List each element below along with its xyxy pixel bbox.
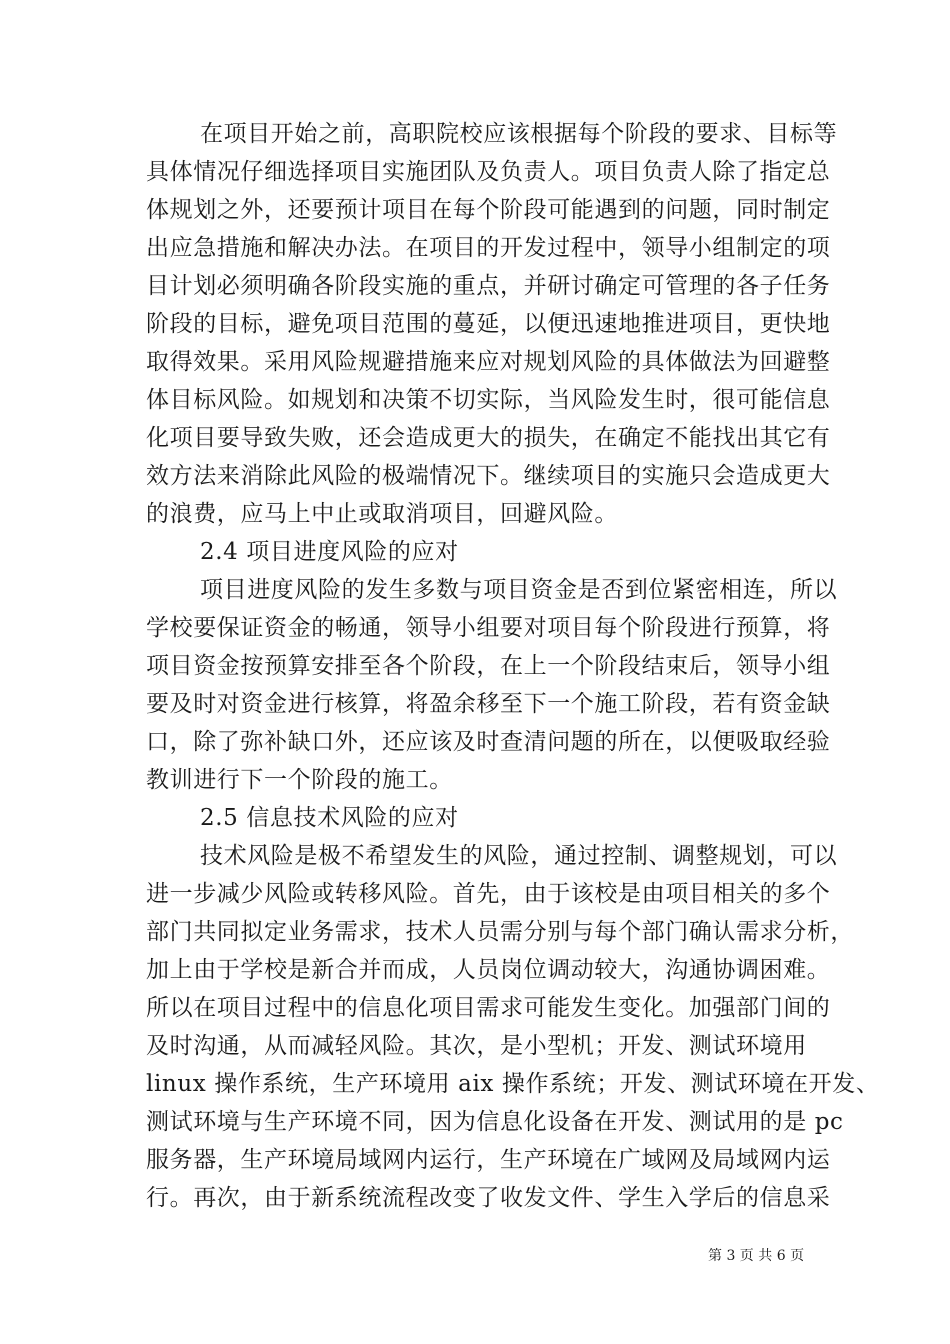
paragraph-2-line-3: 项目资金按预算安排至各个阶段，在上一个阶段结束后，领导小组	[146, 653, 831, 679]
paragraph-1-line-8: 体目标风险。如规划和决策不切实际，当风险发生时，很可能信息	[146, 387, 831, 413]
paragraph-3-line-1: 技术风险是极不希望发生的风险，通过控制、调整规划，可以	[200, 843, 838, 869]
paragraph-3-line-2: 进一步减少风险或转移风险。首先，由于该校是由项目相关的多个	[146, 881, 831, 907]
paragraph-3-line-8: 测试环境与生产环境不同，因为信息化设备在开发、测试用的是 pc	[146, 1109, 844, 1135]
paragraph-2-line-4: 要及时对资金进行核算，将盈余移至下一个施工阶段，若有资金缺	[146, 691, 831, 717]
paragraph-2-line-1: 项目进度风险的发生多数与项目资金是否到位紧密相连，所以	[200, 577, 838, 603]
paragraph-3-line-6: 及时沟通，从而减轻风险。其次，是小型机；开发、测试环境用	[146, 1033, 807, 1059]
paragraph-1-line-10: 效方法来消除此风险的极端情况下。继续项目的实施只会造成更大	[146, 463, 831, 489]
section-heading-2-5: 2.5 信息技术风险的应对	[200, 805, 459, 831]
paragraph-1-line-2: 具体情况仔细选择项目实施团队及负责人。项目负责人除了指定总	[146, 159, 831, 185]
paragraph-2-line-2: 学校要保证资金的畅通，领导小组要对项目每个阶段进行预算，将	[146, 615, 831, 641]
paragraph-3-line-7: linux 操作系统，生产环境用 aix 操作系统；开发、测试环境在开发、	[146, 1071, 880, 1097]
paragraph-3-line-10: 行。再次，由于新系统流程改变了收发文件、学生入学后的信息采	[146, 1185, 831, 1211]
paragraph-1-line-7: 取得效果。采用风险规避措施来应对规划风险的具体做法为回避整	[146, 349, 831, 375]
paragraph-1-line-5: 目计划必须明确各阶段实施的重点，并研讨确定可管理的各子任务	[146, 273, 831, 299]
paragraph-3-line-4: 加上由于学校是新合并而成，人员岗位调动较大，沟通协调困难。	[146, 957, 831, 983]
paragraph-3-line-3: 部门共同拟定业务需求，技术人员需分别与每个部门确认需求分析，	[146, 919, 854, 945]
page-number-footer: 第 3 页 共 6 页	[708, 1248, 805, 1264]
paragraph-1-line-11: 的浪费，应马上中止或取消项目，回避风险。	[146, 501, 618, 527]
paragraph-1-line-3: 体规划之外，还要预计项目在每个阶段可能遇到的问题，同时制定	[146, 197, 831, 223]
paragraph-1-line-1: 在项目开始之前，高职院校应该根据每个阶段的要求、目标等	[200, 121, 838, 147]
paragraph-3-line-5: 所以在项目过程中的信息化项目需求可能发生变化。加强部门间的	[146, 995, 831, 1021]
section-heading-2-4: 2.4 项目进度风险的应对	[200, 539, 459, 565]
paragraph-2-line-5: 口，除了弥补缺口外，还应该及时查清问题的所在，以便吸取经验	[146, 729, 831, 755]
paragraph-2-line-6: 教训进行下一个阶段的施工。	[146, 767, 453, 793]
paragraph-3-line-9: 服务器，生产环境局域网内运行，生产环境在广域网及局域网内运	[146, 1147, 831, 1173]
paragraph-1-line-6: 阶段的目标，避免项目范围的蔓延，以便迅速地推进项目，更快地	[146, 311, 831, 337]
paragraph-1-line-9: 化项目要导致失败，还会造成更大的损失，在确定不能找出其它有	[146, 425, 831, 451]
paragraph-1-line-4: 出应急措施和解决办法。在项目的开发过程中，领导小组制定的项	[146, 235, 831, 261]
